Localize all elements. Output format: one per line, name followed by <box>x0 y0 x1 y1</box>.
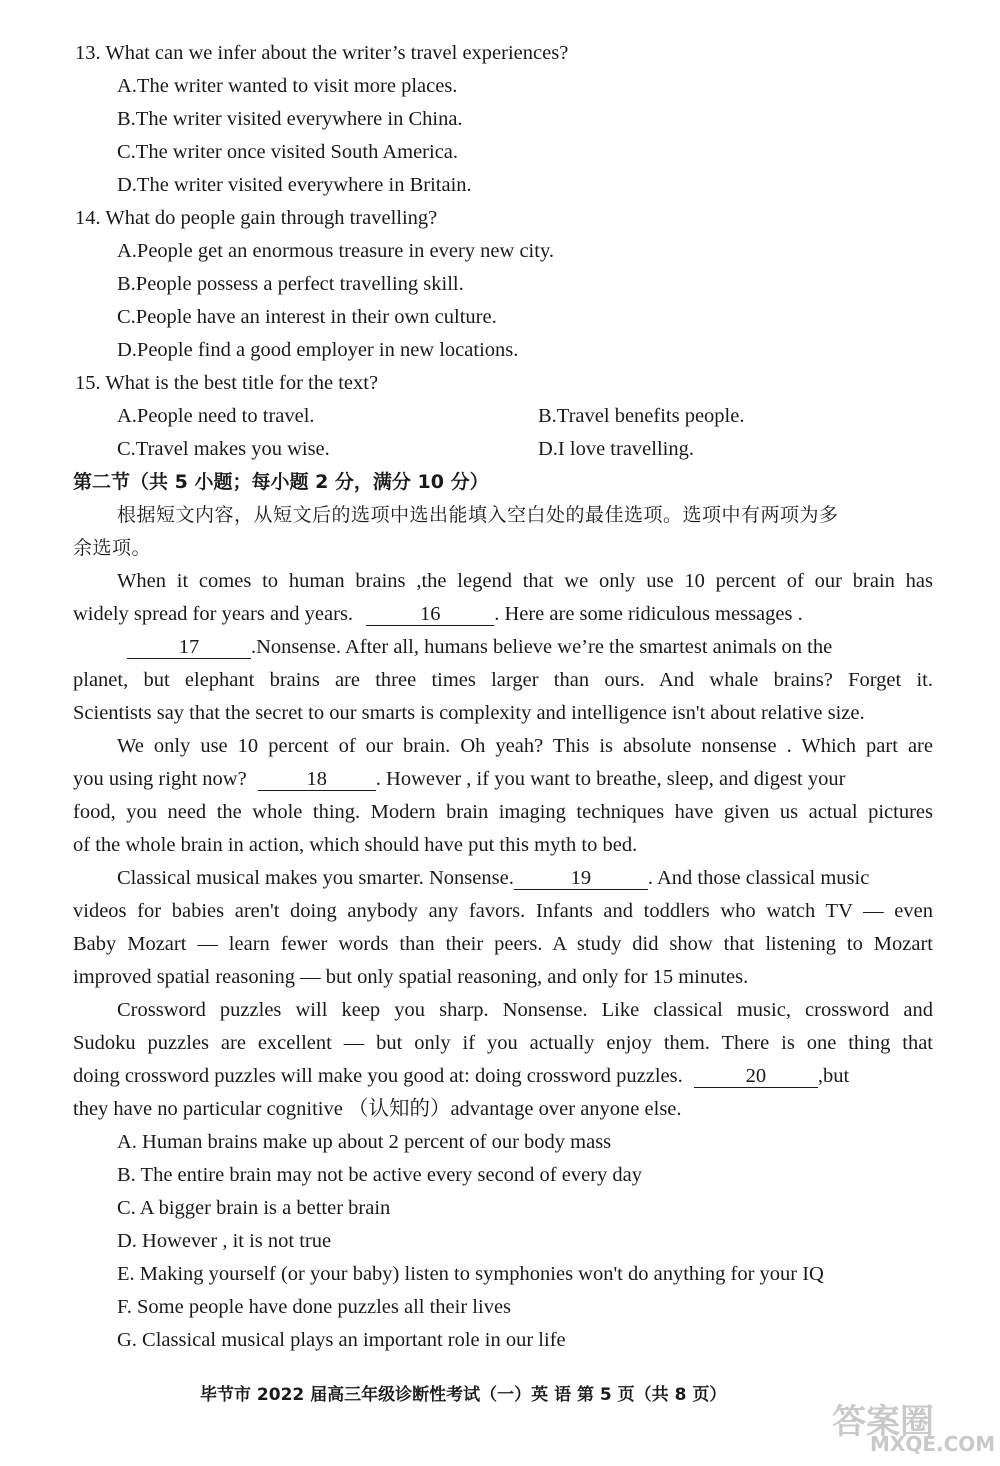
answer-blank-18: 18 <box>258 768 376 791</box>
choice-option-e: E. Making yourself (or your baby) listen to symphonies won't do anything for your IQ <box>117 1263 824 1285</box>
question-13-option-b: B.The writer visited everywhere in China. <box>117 108 463 130</box>
passage-text: doing crossword puzzles will make you good at: doing crossword puzzles. <box>73 1065 683 1087</box>
passage-p5-line-1: Crossword puzzles will keep you sharp. Nonsense. Like classical music, crossword and <box>117 999 933 1021</box>
passage-p4-line-3: Baby Mozart — learn fewer words than their peers. A study did show that listening to Mozart <box>73 933 933 955</box>
question-15-option-b: B.Travel benefits people. <box>538 405 745 427</box>
passage-text: . Here are some ridiculous messages . <box>494 603 803 625</box>
question-14-option-d: D.People find a good employer in new locations. <box>117 339 519 361</box>
answer-blank-17: 17 <box>127 636 251 659</box>
passage-p1-line-1: When it comes to human brains ,the legend that we only use 10 percent of our brain has <box>117 570 933 592</box>
question-14-stem: 14. What do people gain through travelling? <box>75 207 438 229</box>
choice-option-d: D. However , it is not true <box>117 1230 332 1252</box>
passage-p5-line-4: they have no particular cognitive （认知的）advantage over anyone else. <box>73 1098 682 1120</box>
question-13-option-d: D.The writer visited everywhere in Britain. <box>117 174 472 196</box>
section-instruction-line-2: 余选项。 <box>73 537 152 559</box>
watermark-logo <box>832 1394 996 1456</box>
passage-p5-line-3 <box>73 1063 849 1089</box>
choice-option-a: A. Human brains make up about 2 percent of our body mass <box>117 1131 612 1153</box>
question-15-stem: 15. What is the best title for the text? <box>75 372 379 394</box>
passage-p3-line-1: We only use 10 percent of our brain. Oh yeah? This is absolute nonsense . Which part are <box>117 735 933 757</box>
section-instruction-line-1: 根据短文内容，从短文后的选项中选出能填入空白处的最佳选项。选项中有两项为多 <box>117 504 839 526</box>
answer-blank-20: 20 <box>694 1065 818 1088</box>
answer-blank-19: 19 <box>514 867 648 890</box>
question-13-option-c: C.The writer once visited South America. <box>117 141 459 163</box>
watermark-logo-url: MXQE.COM <box>870 1432 996 1456</box>
passage-p3-line-4: of the whole brain in action, which should have put this myth to bed. <box>73 834 638 856</box>
passage-text: . And those classical music <box>647 867 870 889</box>
watermark-logo-text: 答案圈 <box>832 1402 934 1442</box>
question-13-option-a: A.The writer wanted to visit more places. <box>117 75 458 97</box>
passage-text: you using right now? <box>73 768 247 790</box>
choice-option-b: B. The entire brain may not be active every second of every day <box>117 1164 643 1186</box>
passage-p2-line-2: planet, but elephant brains are three times larger than ours. And whale brains? Forget it. <box>73 669 933 691</box>
passage-text: ,but <box>817 1065 850 1087</box>
passage-p2-line-3: Scientists say that the secret to our smarts is complexity and intelligence isn't about relative size. <box>73 702 865 724</box>
passage-text: . However , if you want to breathe, sleep, and digest your <box>375 768 846 790</box>
question-13-stem: 13. What can we infer about the writer’s travel experiences? <box>75 42 569 64</box>
passage-p4-line-4: improved spatial reasoning — but only spatial reasoning, and only for 15 minutes. <box>73 966 749 988</box>
choice-option-c: C. A bigger brain is a better brain <box>117 1197 391 1219</box>
passage-p5-line-2: Sudoku puzzles are excellent — but only if you actually enjoy them. There is one thing that <box>73 1032 933 1054</box>
page-footer: 毕节市 2022 届高三年级诊断性考试（一）英 语 第 5 页（共 8 页） <box>200 1385 727 1405</box>
passage-text: Classical musical makes you smarter. Nonsense. <box>117 867 514 889</box>
choice-option-f: F. Some people have done puzzles all their lives <box>117 1296 512 1318</box>
question-15-option-d: D.I love travelling. <box>538 438 694 460</box>
passage-p3-line-3: food, you need the whole thing. Modern brain imaging techniques have given us actual pictures <box>73 801 933 823</box>
section-heading: 第二节（共 5 小题；每小题 2 分，满分 10 分） <box>73 471 489 493</box>
question-15-option-c: C.Travel makes you wise. <box>117 438 330 460</box>
passage-text: widely spread for years and years. <box>73 603 354 625</box>
question-14-option-b: B.People possess a perfect travelling skill. <box>117 273 464 295</box>
passage-p3-line-2 <box>73 766 845 792</box>
choice-option-g: G. Classical musical plays an important role in our life <box>117 1329 566 1351</box>
passage-p1-line-2 <box>73 601 803 627</box>
answer-blank-16: 16 <box>366 603 494 626</box>
passage-p2-line-1 <box>127 634 832 660</box>
question-14-option-c: C.People have an interest in their own culture. <box>117 306 497 328</box>
passage-text: .Nonsense. After all, humans believe we’re the smartest animals on the <box>251 636 833 658</box>
passage-p4-line-2: videos for babies aren't doing anybody any favors. Infants and toddlers who watch TV — even <box>73 900 933 922</box>
passage-p4-line-1 <box>117 865 869 891</box>
question-15-option-a: A.People need to travel. <box>117 405 315 427</box>
question-14-option-a: A.People get an enormous treasure in every new city. <box>117 240 554 262</box>
